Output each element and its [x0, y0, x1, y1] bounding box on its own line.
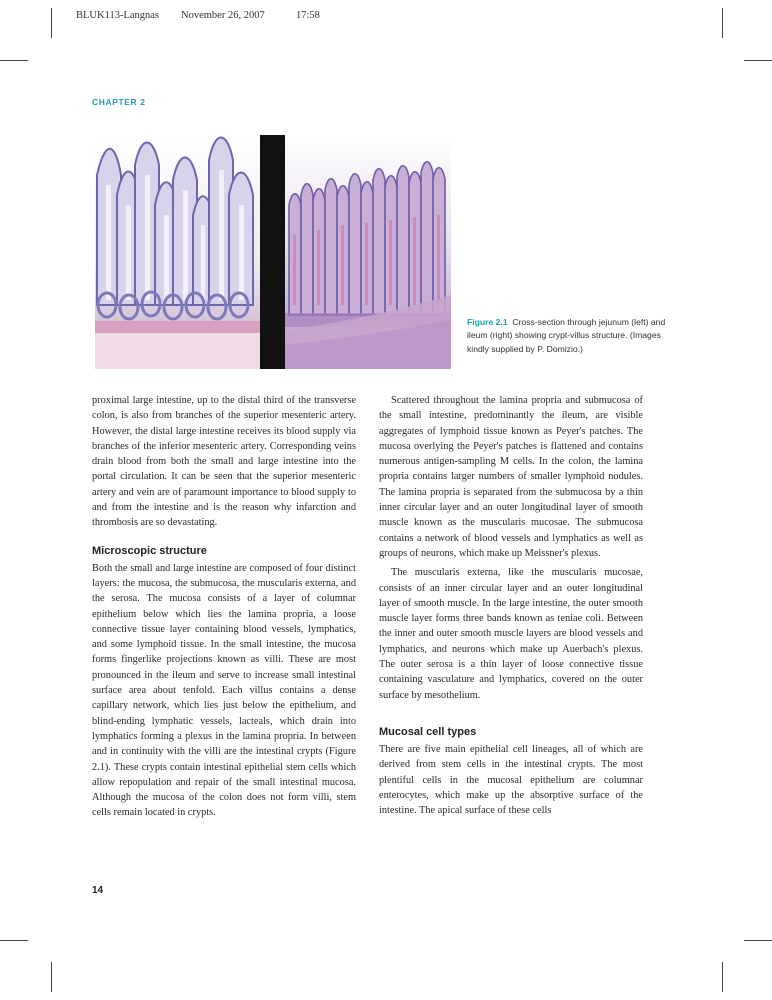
running-header-time: 17:58	[296, 10, 320, 21]
figure-label: Figure 2.1	[467, 317, 508, 327]
left-column	[92, 393, 356, 821]
right-paragraph-2: The muscularis externa, like the muscularis mucosae, consists of an inner circular layer and an outer longitudinal layer of smooth muscle. In the large intestine, the outer smooth muscle layer forms three bands known as teniae coli. Between the inner and outer smooth muscle layers are blood vessels and lymphatics, and neurons which make up Auerbach's plexus. The outer serosa is a thin layer of loose connective tissue containing vasculature and lymphatics, covered on the outer surface by mesothelium.	[379, 567, 643, 701]
figure-caption-text: Cross-section through jejunum (left) and ileum (right) showing crypt-villus structure. (Images kindly supplied by P. Domizio.)	[467, 317, 666, 354]
running-header-code: BLUK113-Langnas	[76, 10, 160, 21]
right-paragraph-1: Scattered throughout the lamina propria and submucosa of the small intestine, predominantly the ileum, are visible aggregates of lymphoid tissue known as Peyer's patches. The mucosa overlying the Peyer's patches is flattened and contains numerous antigen-sampling M cells. In the colon, the lamina propria contains larger numbers of smaller lymphoid nodules. The lamina propria is separated from the submucosa by a thin inner circular layer and an outer longitudinal layer of smooth muscle known as the muscularis mucosae. The submucosa contains a network of blood vessels and lymphatics as well as groups of neurons, which make up Meissner's plexus.	[379, 395, 643, 559]
crop-mark	[744, 60, 772, 61]
chapter-label: CHAPTER 2	[92, 97, 146, 107]
left-paragraph-2: Both the small and large intestine are composed of four distinct layers: the mucosa, the submucosa, the muscularis externa, and the serosa. The mucosa consists of a layer of columnar epithelium below which lies the lamina propria, a loose connective tissue layer containing blood vessels, lymphatics, and some lymphoid tissue. In the small intestine, the mucosa forms fingerlike projections known as villi. These are most pronounced in the ileum and serve to increase small intestinal surface area about tenfold. Each villus contains a dense capillary network, which lies just below the epithelium, and blind-ending lymphatic vessels, lacteals, which drain into lymphatics forming a plexus in the lamina propria. In between and in continuity with the villi are the intestinal crypts (Figure 2.1). These crypts contain intestinal epithelial stem cells which allow repopulation and repair of the small intestinal mucosa. Although the mucosa of the colon does not form villi, stem cells remain located in crypts.	[92, 562, 356, 819]
right-column	[379, 393, 643, 818]
running-header-date: November 26, 2007	[181, 10, 265, 21]
crop-mark	[722, 8, 723, 38]
crop-mark	[0, 940, 28, 941]
crop-mark	[51, 962, 52, 992]
crop-mark	[51, 8, 52, 38]
figure-caption	[467, 316, 667, 356]
section-heading-microscopic: Microscopic structure	[92, 544, 207, 557]
left-paragraph-1: proximal large intestine, up to the distal third of the transverse colon, is also from branches of the superior mesenteric artery. However, the distal large intestine receives its blood supply via branches of the inferior mesenteric artery. Corresponding veins drain blood from both the small and large intestine into the portal circulation. It can be seen that the superior mesenteric artery and vein are of paramount importance to blood supply to and from the intestine and is the reason why infarction and thrombosis are so devastating.	[92, 395, 356, 529]
histology-figure	[95, 135, 451, 369]
page-number: 14	[92, 885, 104, 896]
section-heading-mucosal: Mucosal cell types	[379, 725, 477, 738]
right-paragraph-3: There are five main epithelial cell lineages, all of which are derived from stem cells in the intestinal crypts. The most plentiful cells in the mucosal epithelium are columnar enterocytes, which make up the absorptive surface of the intestine. The apical surface of these cells	[379, 743, 643, 817]
crop-mark	[744, 940, 772, 941]
crop-mark	[722, 962, 723, 992]
crop-mark	[0, 60, 28, 61]
